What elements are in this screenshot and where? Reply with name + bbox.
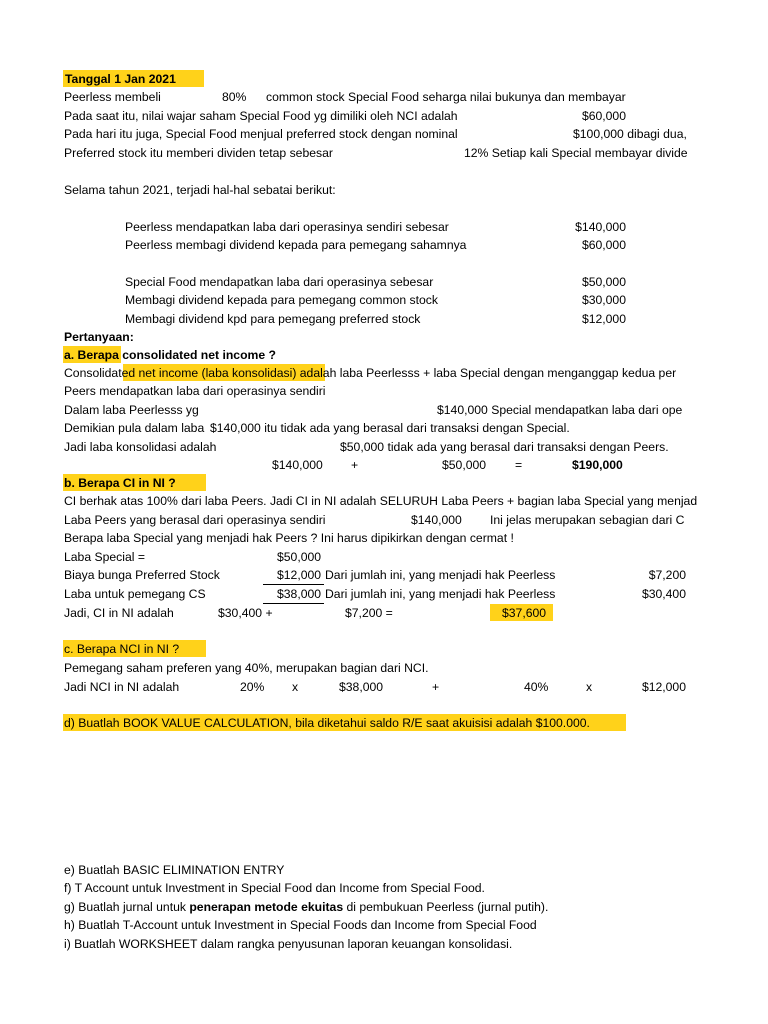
header-date: Tanggal 1 Jan 2021 (65, 72, 176, 86)
special-preferred-dividend-text: Membagi dividend kpd para pemegang preferred stock (125, 312, 421, 326)
header-row2-amount: $60,000 (581, 109, 626, 123)
preferred-interest-label: Biaya bunga Preferred Stock (64, 568, 220, 582)
special-income-text: Special Food mendapatkan laba dari operasinya sebesar (125, 275, 434, 289)
nci-pct-preferred: 40% (524, 680, 549, 694)
answer-b-line2-amount: $140,000 (411, 513, 462, 527)
answer-b-line3: Berapa laba Special yang menjadi hak Peers ? Ini harus dipikirkan dengan cermat ! (64, 531, 514, 545)
answer-b-line2-text: Laba Peers yang berasal dari operasinya sendiri (64, 513, 326, 527)
header-row1-text: Peerless membeli (64, 90, 161, 104)
common-stock-note: Dari jumlah ini, yang menjadi hak Peerless (325, 587, 556, 601)
answer-a-line2: Peers mendapatkan laba dari operasinya sendiri (64, 384, 326, 398)
peerless-income-text: Peerless mendapatkan laba dari operasinya sendiri sebesar (125, 220, 449, 234)
task-g-bold: penerapan metode ekuitas (189, 900, 344, 914)
special-common-dividend-text: Membagi dividend kepada para pemegang common stock (125, 293, 438, 307)
answer-a-line3-amount: $140,000 Special mendapatkan laba dari ope (437, 403, 683, 417)
answer-c-line1: Pemegang saham preferen yang 40%, merupakan bagian dari NCI. (64, 661, 429, 675)
consolidated-eq-peers: $140,000 (272, 458, 323, 472)
header-row4-text: Preferred stock itu memberi dividen tetap sebesar (64, 146, 333, 160)
task-g-prefix: g) Buatlah jurnal untuk (64, 900, 190, 914)
preferred-interest-peerless-share: $7,200 (648, 568, 686, 582)
header-row3-amount: $100,000 dibagi dua, (573, 127, 687, 141)
task-f: f) T Account untuk Investment in Special Food dan Income from Special Food. (64, 881, 485, 895)
special-common-dividend-amount: $30,000 (581, 293, 626, 307)
nci-plus: + (432, 680, 440, 694)
special-preferred-dividend-amount: $12,000 (581, 312, 626, 326)
preferred-interest-value: $12,000 (277, 568, 322, 582)
nci-times-2: x (586, 680, 593, 694)
header-row2-text: Pada saat itu, nilai wajar saham Special Food yg dimiliki oleh NCI adalah (64, 109, 458, 123)
answer-a-line5-amount: $50,000 tidak ada yang berasal dari transaksi dengan Peers. (340, 440, 669, 454)
nci-times-1: x (292, 680, 299, 694)
peerless-income-amount: $140,000 (575, 220, 626, 234)
nci-common-amount: $38,000 (339, 680, 384, 694)
question-a: a. Berapa consolidated net income ? (64, 348, 276, 362)
answer-b-line2-note: Ini jelas merupakan sebagian dari C (490, 513, 685, 527)
special-income-value: $50,000 (277, 550, 322, 564)
special-income-label: Laba Special = (64, 550, 145, 564)
answer-a-line3-text: Dalam laba Peerlesss yg (64, 403, 199, 417)
nci-in-ni-label: Jadi NCI in NI adalah (64, 680, 180, 694)
special-income-amount: $50,000 (581, 275, 626, 289)
ci-in-ni-label: Jadi, CI in NI adalah (64, 606, 174, 620)
header-row3-text: Pada hari itu juga, Special Food menjual preferred stock dengan nominal (64, 127, 458, 141)
task-e: e) Buatlah BASIC ELIMINATION ENTRY (64, 863, 285, 877)
nci-pct-common: 20% (240, 680, 265, 694)
question-c: c. Berapa NCI in NI ? (64, 642, 180, 656)
ci-in-ni-part-a: $30,400 + (218, 606, 273, 620)
answer-b-line1: CI berhak atas 100% dari laba Peers. Jadi CI in NI adalah SELURUH Laba Peers + bagian laba Special yang menjad (64, 494, 698, 508)
events-intro: Selama tahun 2021, terjadi hal-hal sebatai berikut: (64, 183, 336, 197)
common-stock-label: Laba untuk pemegang CS (64, 587, 206, 601)
peerless-dividend-text: Peerless membagi dividend kepada para pemegang sahamnya (125, 238, 467, 252)
answer-a-line5-text: Jadi laba konsolidasi adalah (64, 440, 217, 454)
header-row1-rest: common stock Special Food seharga nilai bukunya dan membayar (266, 90, 626, 104)
preferred-interest-note: Dari jumlah ini, yang menjadi hak Peerless (325, 568, 556, 582)
common-stock-peerless-share: $30,400 (641, 587, 686, 601)
question-b: b. Berapa CI in NI ? (64, 476, 176, 490)
task-g-suffix: di pembukuan Peerless (jurnal putih). (343, 900, 549, 914)
consolidated-eq-special: $50,000 (442, 458, 487, 472)
task-h: h) Buatlah T-Account untuk Investment in Special Foods dan Income from Special Food (64, 918, 537, 932)
answer-a-line4-a: Demikian pula dalam laba (64, 421, 205, 435)
common-stock-value: $38,000 (277, 587, 322, 601)
header-row4-pct: 12% Setiap kali Special membayar divide (464, 146, 688, 160)
task-g (64, 898, 548, 916)
task-i: i) Buatlah WORKSHEET dalam rangka penyusunan laporan keuangan konsolidasi. (64, 937, 513, 951)
answer-a-line4-b: $140,000 itu tidak ada yang berasal dari transaksi dengan Special. (210, 421, 570, 435)
consolidated-net-income-total: $190,000 (572, 458, 623, 472)
nci-preferred-amount: $12,000 (641, 680, 686, 694)
consolidated-eq-equals: = (515, 458, 523, 472)
peerless-dividend-amount: $60,000 (581, 238, 626, 252)
answer-a-line1: Consolidated net income (laba konsolidasi) adalah laba Peerlesss + laba Special dengan menganggap kedua per (64, 366, 677, 380)
header-row1-pct: 80% (222, 90, 247, 104)
question-d: d) Buatlah BOOK VALUE CALCULATION, bila diketahui saldo R/E saat akuisisi adalah $100.000. (64, 716, 590, 730)
ci-in-ni-part-b: $7,200 = (345, 606, 393, 620)
ci-in-ni-total: $37,600 (502, 606, 547, 620)
consolidated-eq-plus: + (351, 458, 359, 472)
pertanyaan-label: Pertanyaan: (64, 330, 134, 344)
